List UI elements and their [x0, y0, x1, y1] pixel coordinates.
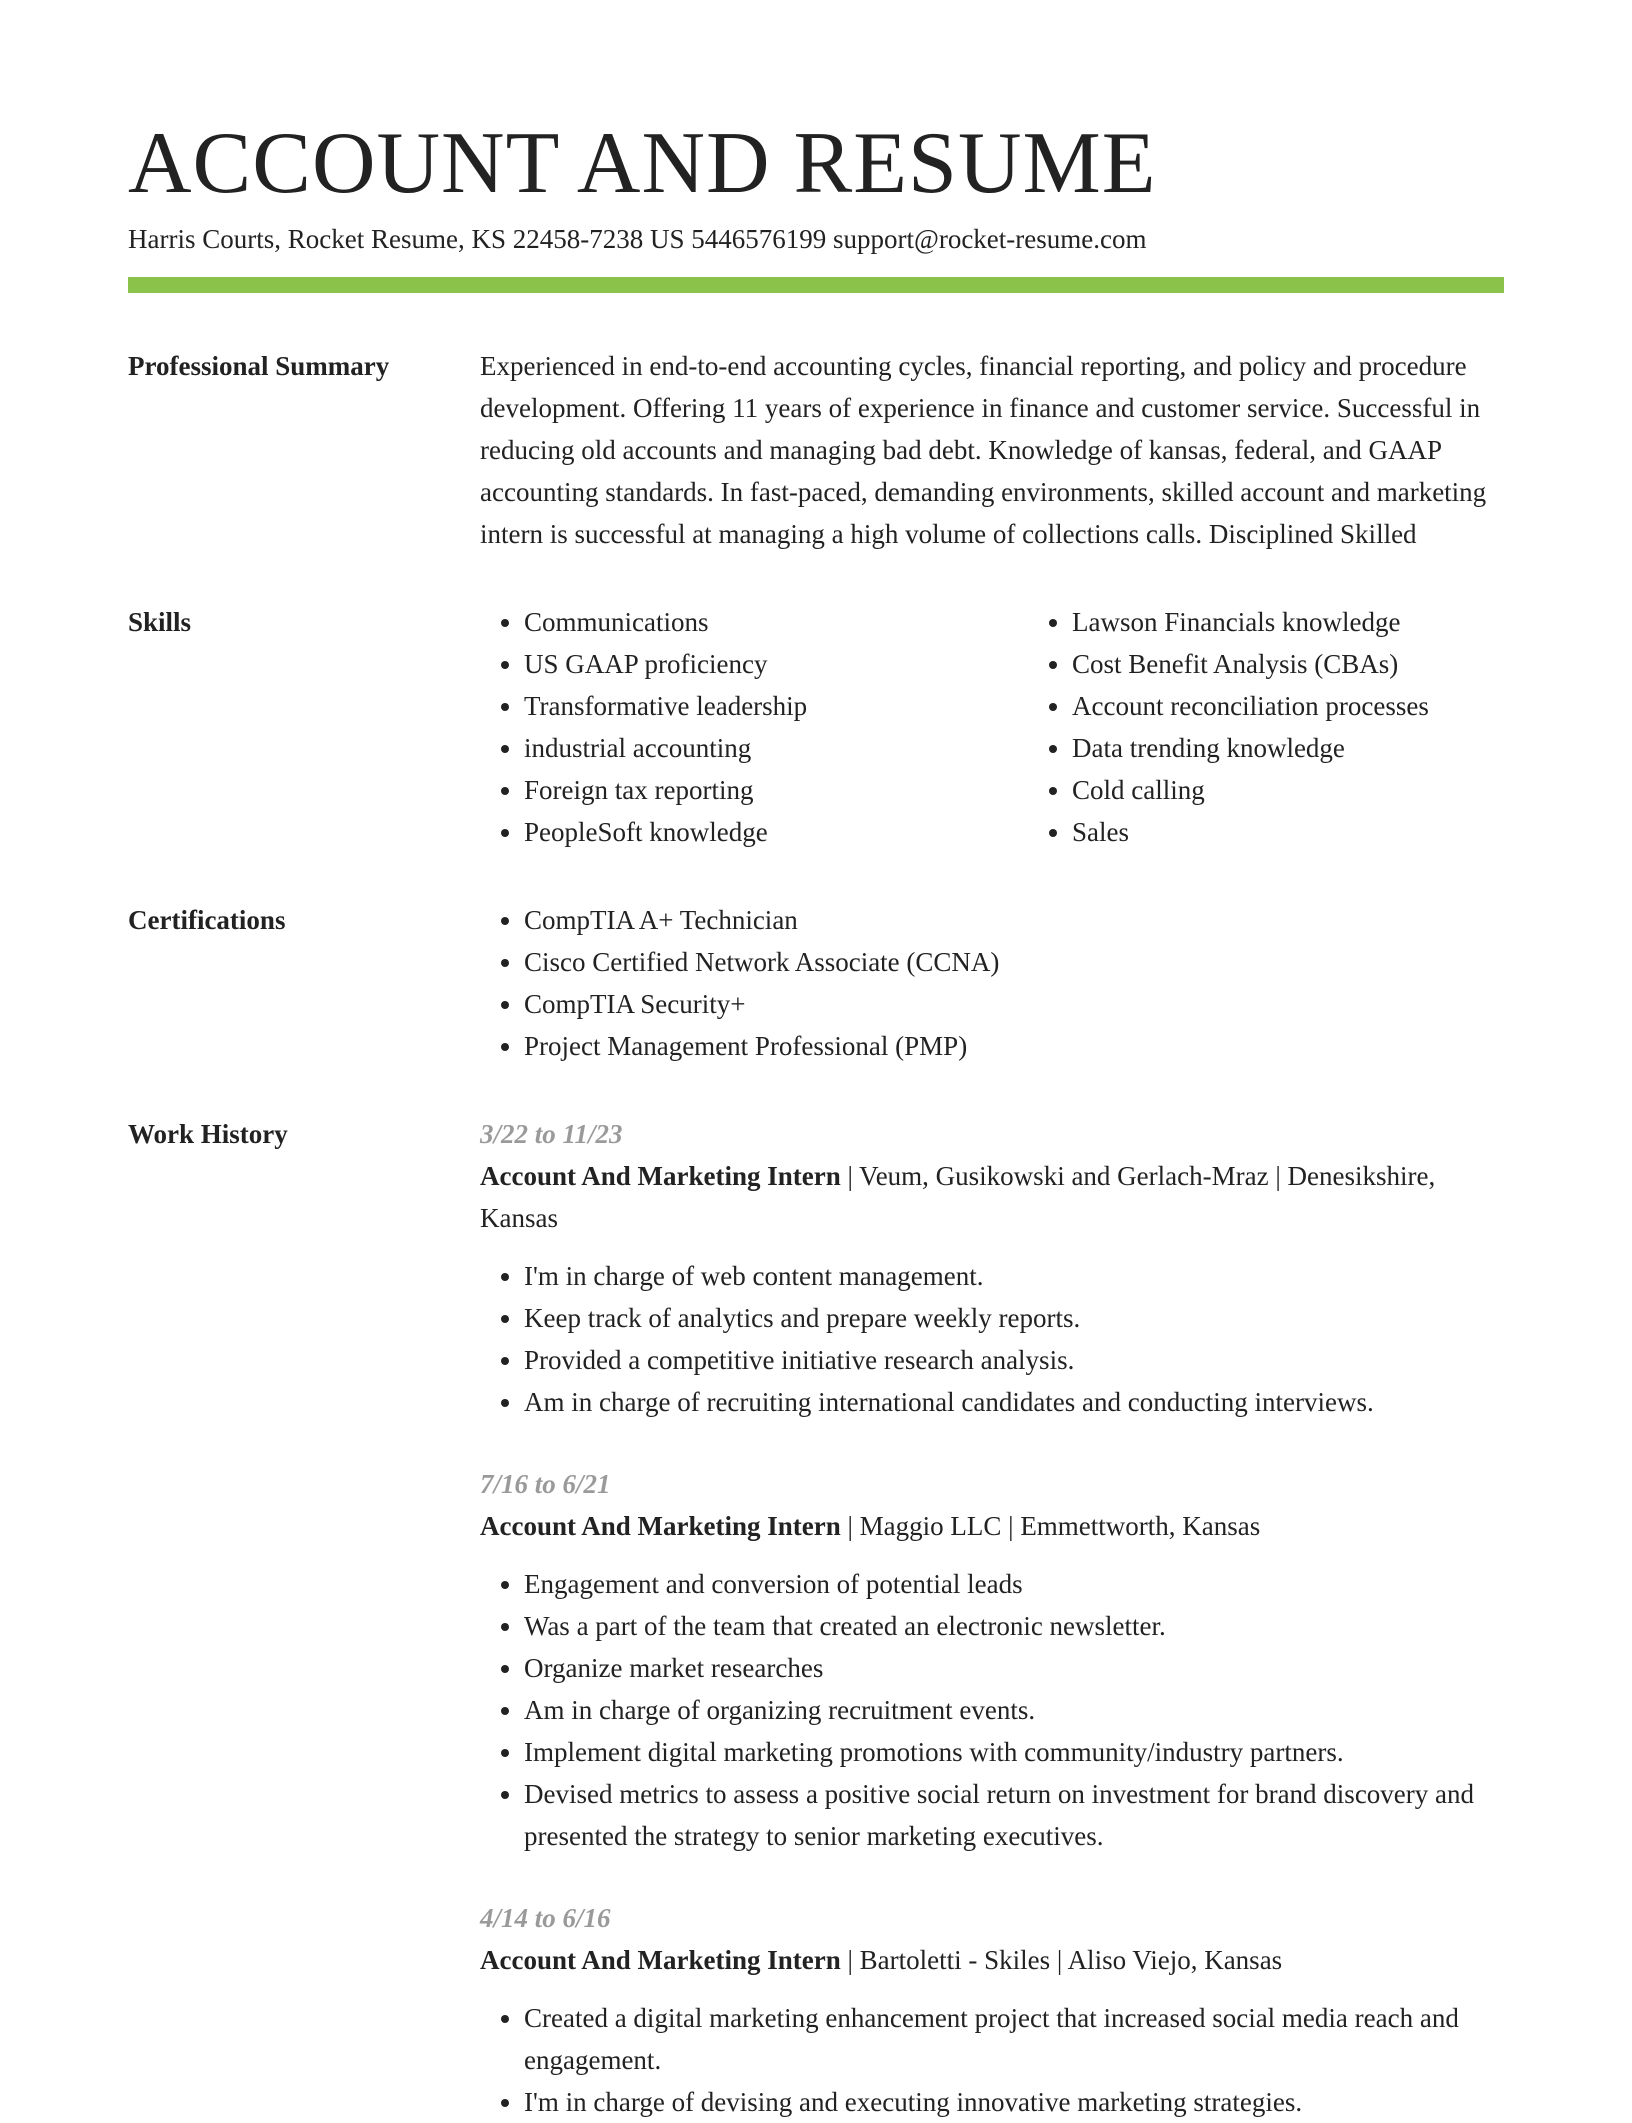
- job-dates: 7/16 to 6/21: [480, 1469, 611, 1500]
- skill-item: • Foreign tax reporting: [524, 769, 1028, 811]
- job-bullet: • Was a part of the team that created an electronic newsletter.: [524, 1605, 1504, 1647]
- job-details: | Bartoletti - Skiles | Aliso Viejo, Kansas: [840, 1945, 1283, 1976]
- certification-item: • Cisco Certified Network Associate (CCNA): [524, 941, 1504, 983]
- job-bullets: [480, 1563, 1504, 1857]
- certifications-list: [480, 899, 1504, 1067]
- certification-item: • Project Management Professional (PMP): [524, 1025, 1504, 1067]
- skill-item: • Data trending knowledge: [1072, 727, 1576, 769]
- summary-section: [128, 345, 1504, 555]
- certification-item: • CompTIA Security+: [524, 983, 1504, 1025]
- job-header: [480, 1939, 1504, 1981]
- job-title: Account And Marketing Intern: [480, 1161, 841, 1192]
- section-title-work-history: Work History: [128, 1119, 288, 1150]
- job-title: Account And Marketing Intern: [480, 1511, 841, 1542]
- resume-page: [128, 115, 1504, 2123]
- job-entry: [480, 1463, 1504, 1857]
- skills-list-right: [1028, 601, 1576, 853]
- skill-item: • PeopleSoft knowledge: [524, 811, 1028, 853]
- job-dates: 4/14 to 6/16: [480, 1903, 611, 1934]
- section-title-summary: Professional Summary: [128, 351, 390, 382]
- job-bullet: • Am in charge of recruiting international candidates and conducting interviews.: [524, 1381, 1504, 1423]
- skill-item: • industrial accounting: [524, 727, 1028, 769]
- certification-item: • CompTIA A+ Technician: [524, 899, 1504, 941]
- work-history-body: [480, 1113, 1504, 2123]
- skill-item: • Cost Benefit Analysis (CBAs): [1072, 643, 1576, 685]
- job-bullet: • Am in charge of organizing recruitment events.: [524, 1689, 1504, 1731]
- job-bullet: • Keep track of analytics and prepare weekly reports.: [524, 1297, 1504, 1339]
- skill-item: • US GAAP proficiency: [524, 643, 1028, 685]
- skill-item: • Communications: [524, 601, 1028, 643]
- job-header: [480, 1155, 1504, 1239]
- job-details: | Maggio LLC | Emmettworth, Kansas: [840, 1511, 1261, 1542]
- accent-divider: [128, 277, 1504, 293]
- section-title-skills: Skills: [128, 607, 192, 638]
- summary-body: [480, 345, 1504, 555]
- job-bullet: • Implement digital marketing promotions with community/industry partners.: [524, 1731, 1504, 1773]
- section-title-certifications: Certifications: [128, 905, 286, 936]
- skill-item: • Account reconciliation processes: [1072, 685, 1576, 727]
- job-title: Account And Marketing Intern: [480, 1945, 841, 1976]
- job-entry: [480, 1897, 1504, 2123]
- certifications-section: [128, 899, 1504, 1067]
- job-dates: 3/22 to 11/23: [480, 1119, 623, 1150]
- certifications-body: [480, 899, 1504, 1067]
- work-history-section: [128, 1113, 1504, 2123]
- skills-list-left: [480, 601, 1028, 853]
- job-bullet: • Organize market researches: [524, 1647, 1504, 1689]
- skills-body: [480, 601, 1576, 853]
- job-bullet: • Engagement and conversion of potential leads: [524, 1563, 1504, 1605]
- resume-name-heading: ACCOUNT AND RESUME: [128, 115, 1157, 212]
- job-entry: [480, 1113, 1504, 1423]
- job-bullets: [480, 1997, 1504, 2123]
- skill-item: • Lawson Financials knowledge: [1072, 601, 1576, 643]
- skill-item: • Cold calling: [1072, 769, 1576, 811]
- job-bullet: • I'm in charge of devising and executing innovative marketing strategies.: [524, 2081, 1504, 2123]
- job-bullet: • Provided a competitive initiative research analysis.: [524, 1339, 1504, 1381]
- contact-line: Harris Courts, Rocket Resume, KS 22458-7238 US 5446576199 support@rocket-resume.com: [128, 224, 1147, 255]
- job-bullets: [480, 1255, 1504, 1423]
- skill-item: • Sales: [1072, 811, 1576, 853]
- skill-item: • Transformative leadership: [524, 685, 1028, 727]
- job-details: | Veum, Gusikowski and Gerlach-Mraz | Denesikshire, Kansas: [480, 1161, 1436, 1234]
- summary-text: Experienced in end-to-end accounting cycles, financial reporting, and policy and procedure development. Offering 11 years of experience in finance and customer service. Successful in reducing old accounts and managing bad debt. Knowledge of kansas, federal, and GAAP accounting standards. In fast-paced, demanding environments, skilled account and marketing intern is successful at managing a high volume of collections calls. Disciplined Skilled: [480, 351, 1487, 550]
- job-header: [480, 1505, 1504, 1547]
- job-bullet: • Created a digital marketing enhancement project that increased social media reach and engagement.: [524, 1997, 1504, 2081]
- job-bullet: • Devised metrics to assess a positive social return on investment for brand discovery and presented the strategy to senior marketing executives.: [524, 1773, 1504, 1857]
- skills-section: [128, 601, 1504, 853]
- job-bullet: • I'm in charge of web content management.: [524, 1255, 1504, 1297]
